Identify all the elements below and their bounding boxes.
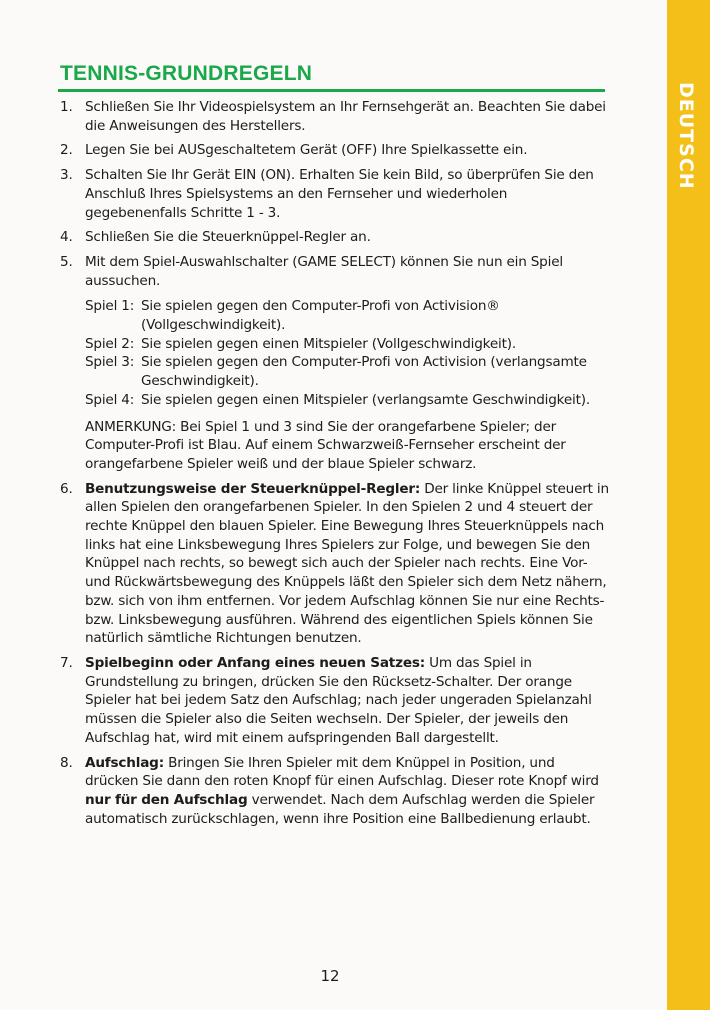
language-side-tab bbox=[667, 0, 710, 1010]
rule-text: Mit dem Spiel-Auswahlschalter (GAME SELECT) können Sie nun ein Spiel aussuchen. bbox=[85, 253, 563, 289]
rule-text-continued: verwendet. Nach dem Aufschlag werden die Spieler automatisch zurückschlagen, wenn ihre Position eine Ballbedienung erlaubt. bbox=[85, 791, 595, 827]
rule-item-4 bbox=[60, 228, 612, 247]
rules-list bbox=[60, 98, 612, 828]
rule-number: 4. bbox=[60, 229, 73, 246]
rule-number: 6. bbox=[60, 480, 73, 497]
game-variant-label: Spiel 4: bbox=[85, 391, 135, 408]
rule-text: Um das Spiel in Grundstellung zu bringen, drücken Sie den Rücksetz-Schalter. Der orange Spieler hat bei jedem Satz den Aufschlag; nach jeder ungeraden Spielanzahl müssen die Spieler also die Seiten wechseln. Der Spieler, der jeweils den Aufschlag hat, wird mit einem aufspringenden Ball dargestellt. bbox=[85, 654, 592, 746]
game-variants-list bbox=[85, 297, 612, 409]
game-variant-label: Spiel 2: bbox=[85, 335, 135, 352]
language-label: DEUTSCH bbox=[675, 82, 697, 190]
game-variant-label: Spiel 1: bbox=[85, 298, 135, 315]
game-variant-4 bbox=[85, 391, 612, 410]
note-paragraph: ANMERKUNG: Bei Spiel 1 und 3 sind Sie der orangefarbene Spieler; der Computer-Profi ist Blau. Auf einem Schwarzweiß-Fernseher erscheint der orangefarbene Spieler weiß und der blaue Spieler schwarz. bbox=[85, 418, 566, 472]
game-variant-text: Sie spielen gegen den Computer-Profi von Activision® (Vollgeschwindigkeit). bbox=[141, 298, 500, 334]
rule-number: 8. bbox=[60, 754, 73, 771]
rule-number: 5. bbox=[60, 253, 73, 270]
game-variant-1 bbox=[85, 297, 612, 334]
rule-heading: Spielbeginn oder Anfang eines neuen Satzes: bbox=[85, 654, 425, 671]
rule-item-5 bbox=[60, 253, 612, 474]
rule-item-8 bbox=[60, 754, 612, 829]
game-variant-text: Sie spielen gegen einen Mitspieler (verlangsamte Geschwindigkeit). bbox=[141, 391, 590, 408]
game-variant-2 bbox=[85, 335, 612, 354]
page-title: TENNIS-GRUNDREGELN bbox=[60, 62, 313, 85]
rule-text: Schließen Sie die Steuerknüppel-Regler an. bbox=[85, 229, 371, 246]
rule-number: 2. bbox=[60, 142, 73, 159]
rule-item-2 bbox=[60, 141, 612, 160]
rule-heading: Aufschlag: bbox=[85, 754, 164, 771]
game-variant-text: Sie spielen gegen den Computer-Profi von Activision (verlangsamte Geschwindigkeit). bbox=[141, 354, 587, 390]
rule-text: Bringen Sie Ihren Spieler mit dem Knüppel in Position, und drücken Sie dann den roten Knopf für einen Aufschlag. Dieser rote Knopf wird bbox=[85, 754, 599, 790]
title-underline bbox=[58, 89, 605, 92]
rule-text: Schließen Sie Ihr Videospielsystem an Ihr Fernsehgerät an. Beachten Sie dabei die Anweisungen des Herstellers. bbox=[85, 99, 606, 134]
rule-emphasis: nur für den Aufschlag bbox=[85, 791, 248, 808]
rule-heading: Benutzungsweise der Steuerknüppel-Regler: bbox=[85, 480, 421, 497]
rule-number: 1. bbox=[60, 99, 73, 115]
rule-number: 7. bbox=[60, 654, 73, 671]
game-variant-label: Spiel 3: bbox=[85, 354, 135, 371]
rule-item-3 bbox=[60, 166, 612, 222]
rule-item-6 bbox=[60, 480, 612, 648]
rule-text: Legen Sie bei AUSgeschaltetem Gerät (OFF) Ihre Spielkassette ein. bbox=[85, 142, 528, 159]
page-number: 12 bbox=[320, 967, 340, 985]
rule-text: Der linke Knüppel steuert in allen Spielen den orangefarbenen Spieler. In den Spielen 2 und 4 steuert der rechte Knüppel den blauen Spieler. Eine Bewegung Ihres Steuerknüppels nach links hat eine Linksbewegung Ihres Spielers zur Folge, und bewegen Sie den Knüppel nach rechts, so bewegt sich auch der Spieler nach rechts. Eine Vor- und Rückwärtsbewegung des Knüppels läßt den Spieler sich dem Netz nähern, bzw. sich von ihm entfernen. Vor jedem Aufschlag können Sie nur eine Rechts- bzw. Linksbewegung ausführen. Während des eigentlichen Spiels können Sie natürlich sämtliche Richtungen benutzen. bbox=[85, 480, 609, 647]
rule-number: 3. bbox=[60, 167, 73, 184]
rule-text: Schalten Sie Ihr Gerät EIN (ON). Erhalten Sie kein Bild, so überprüfen Sie den Anschluß Ihres Spielsystems an den Fernseher und wiederholen gegebenenfalls Schritte 1 - 3. bbox=[85, 167, 594, 221]
rule-item-7 bbox=[60, 654, 612, 748]
game-variant-text: Sie spielen gegen einen Mitspieler (Vollgeschwindigkeit). bbox=[141, 335, 516, 352]
rules-content bbox=[60, 98, 612, 834]
game-variant-3 bbox=[85, 353, 612, 390]
rule-item-1 bbox=[60, 98, 612, 135]
